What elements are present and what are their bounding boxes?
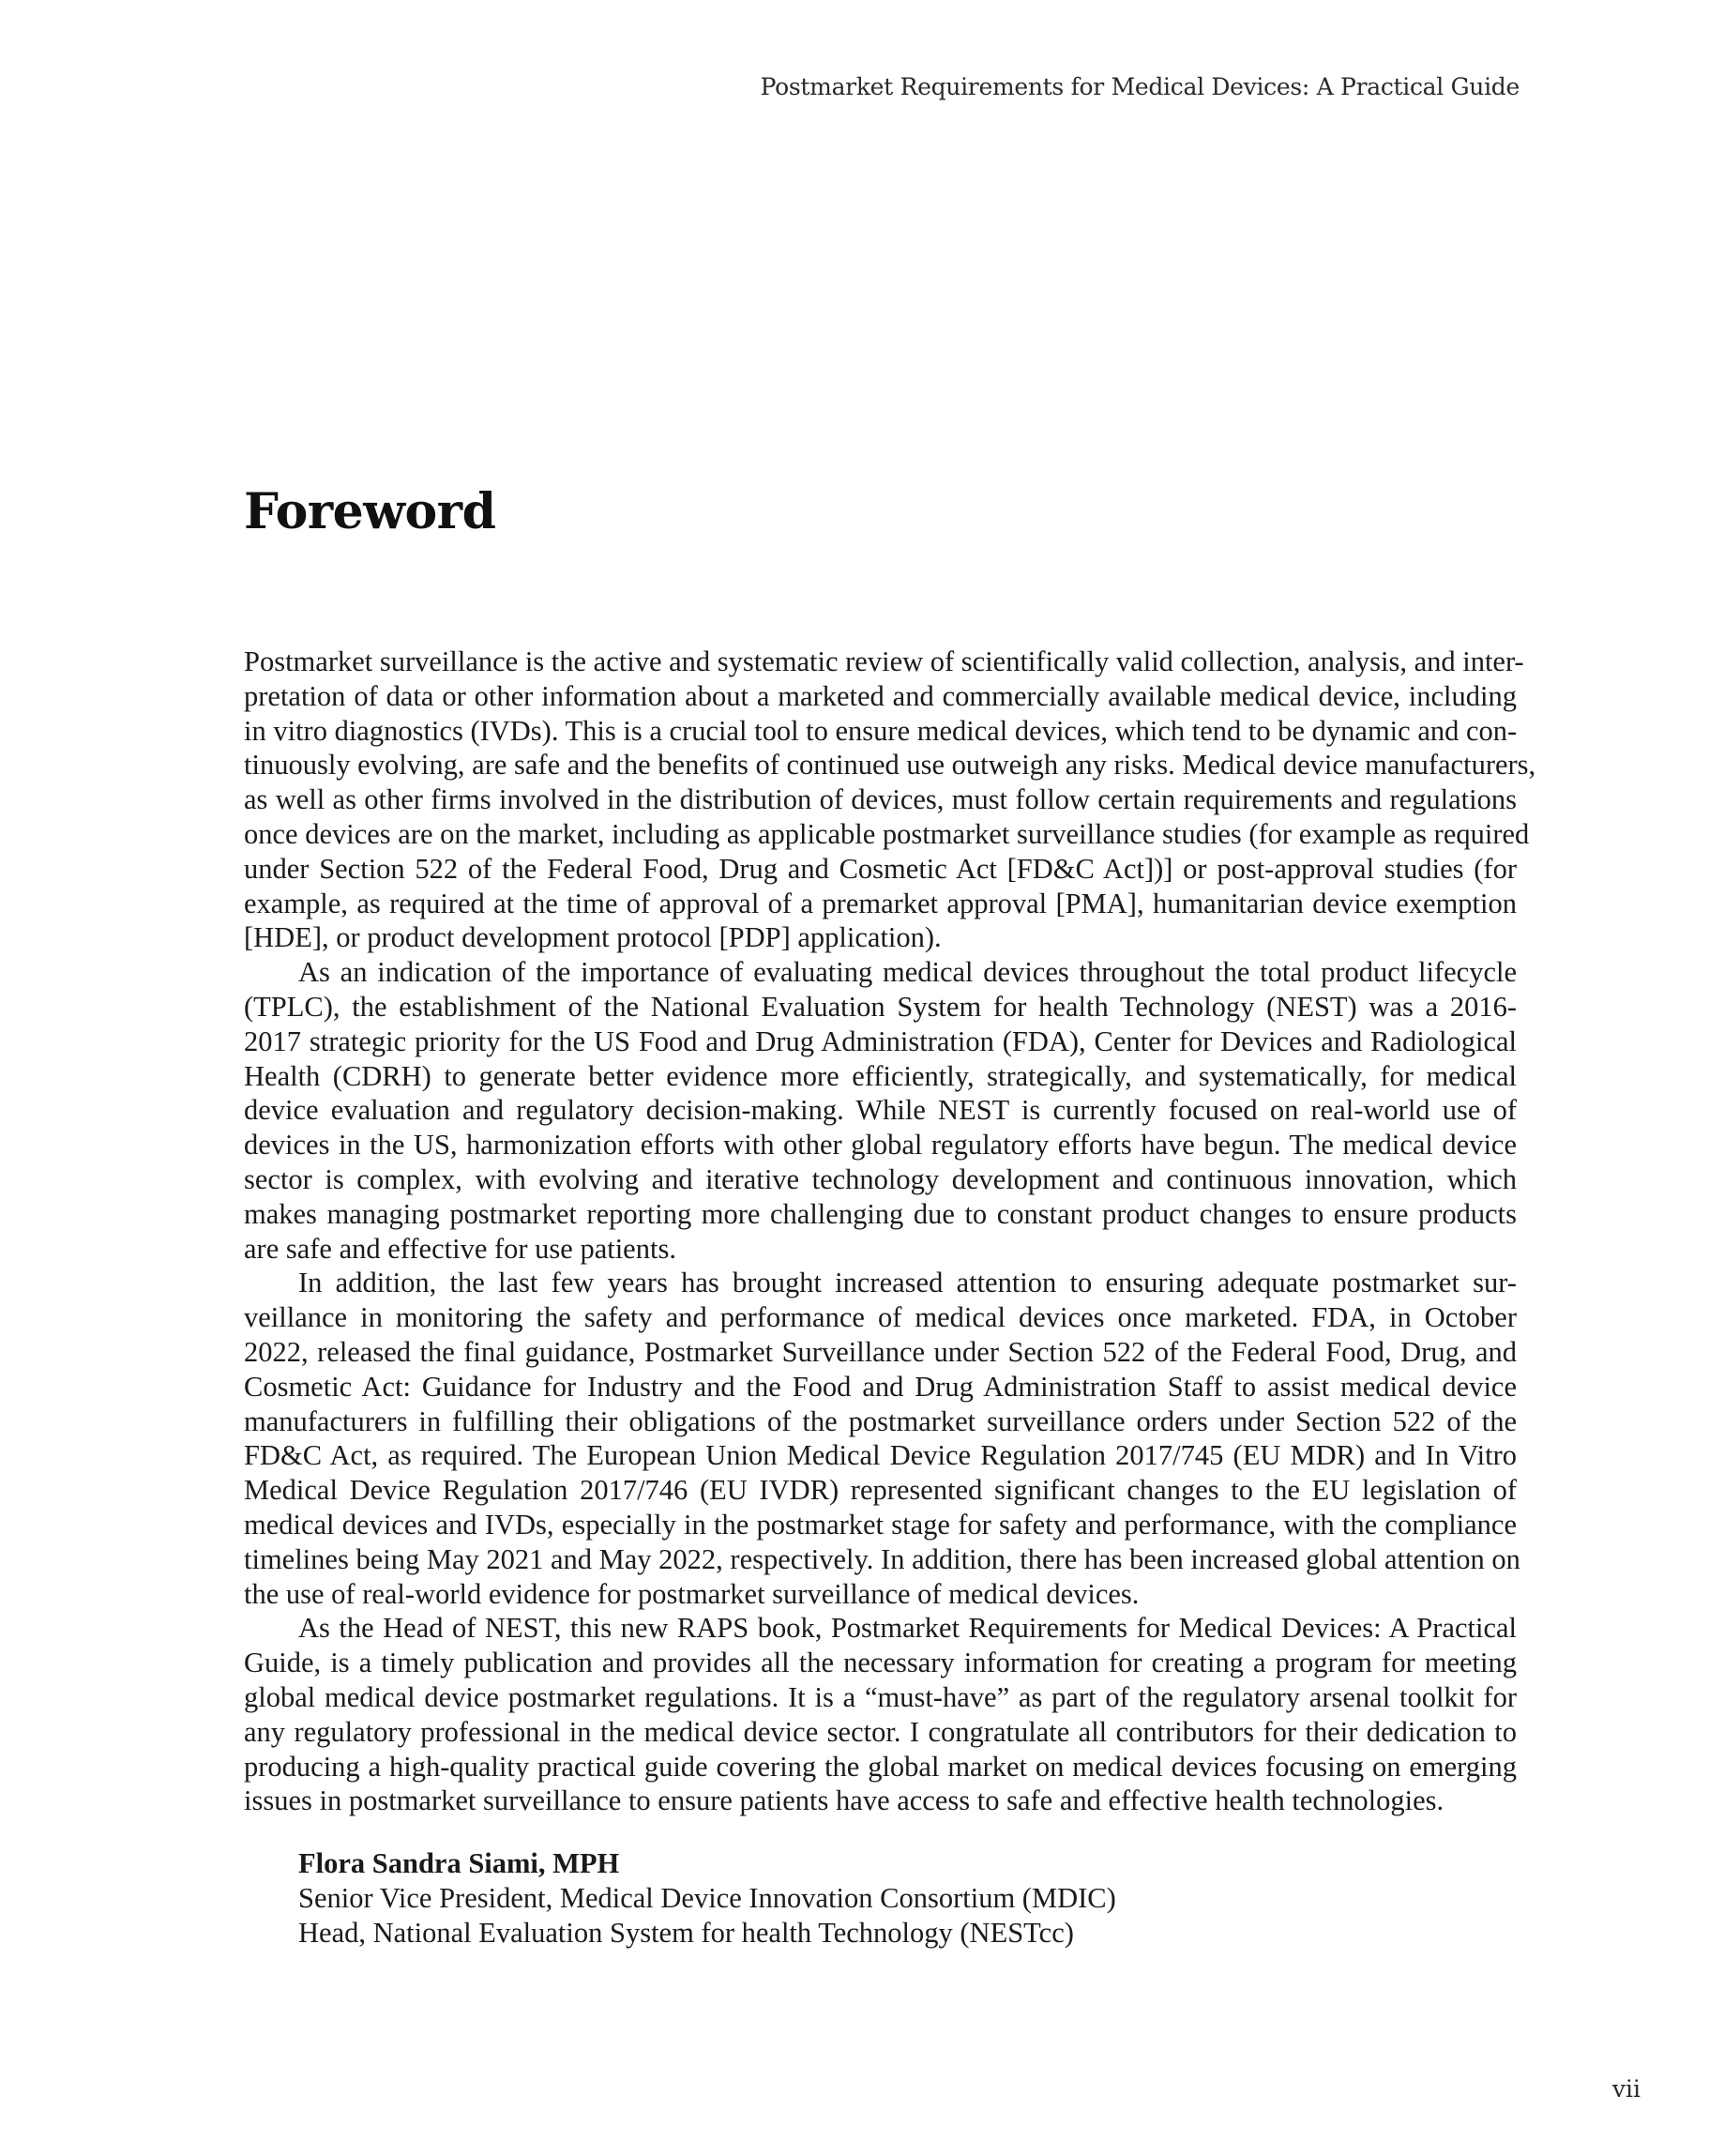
- paragraph-line: device evaluation and regulatory decision-making. While NEST is currently focused on real-world use of: [244, 1094, 1517, 1127]
- paragraph-line: 2017 strategic priority for the US Food and Drug Administration (FDA), Center for Devices and Radiological: [244, 1025, 1517, 1057]
- paragraph-line: (TPLC), the establishment of the National Evaluation System for health Technology (NEST) was a 2016-: [244, 990, 1517, 1023]
- paragraph-line: issues in postmarket surveillance to ensure patients have access to safe and effective health technologies.: [244, 1784, 1444, 1817]
- paragraph-line: global medical device postmarket regulations. It is a “must-have” as part of the regulatory arsenal toolkit for: [244, 1680, 1517, 1713]
- paragraph-line: pretation of data or other information about a marketed and commercially available medical device, including: [244, 679, 1517, 712]
- page-number: vii: [1611, 2075, 1641, 2103]
- paragraph-line: makes managing postmarket reporting more challenging due to constant product changes to ensure products: [244, 1197, 1517, 1230]
- paragraph: [244, 955, 1517, 1266]
- paragraph-line: as well as other firms involved in the distribution of devices, must follow certain requirements and regulations: [244, 783, 1517, 816]
- paragraph-line: FD&C Act, as required. The European Union Medical Device Regulation 2017/745 (EU MDR) and In Vitro: [244, 1439, 1517, 1472]
- paragraph: [244, 1611, 1517, 1818]
- paragraph-line: medical devices and IVDs, especially in the postmarket stage for safety and performance, with the compliance: [244, 1508, 1517, 1541]
- paragraph-line: devices in the US, harmonization efforts with other global regulatory efforts have begun. The medical device: [244, 1129, 1517, 1162]
- paragraph-line: As the Head of NEST, this new RAPS book, Postmarket Requirements for Medical Devices: A Practical: [298, 1612, 1517, 1645]
- paragraph-line: sector is complex, with evolving and iterative technology development and continuous innovation, which: [244, 1162, 1517, 1195]
- paragraph-line: tinuously evolving, are safe and the benefits of continued use outweigh any risks. Medical device manufacturers,: [244, 749, 1536, 782]
- paragraph-line: veillance in monitoring the safety and performance of medical devices once marketed. FDA, in October: [244, 1301, 1517, 1334]
- author-role: Head, National Evaluation System for health Technology (NESTcc): [298, 1916, 1074, 1949]
- paragraph: [244, 645, 1536, 955]
- paragraph-line: any regulatory professional in the medical device sector. I congratulate all contributors for their dedication to: [244, 1715, 1517, 1748]
- paragraph-line: Postmarket surveillance is the active and systematic review of scientifically valid collection, analysis, and inter-: [244, 645, 1524, 677]
- paragraph-line: manufacturers in fulfilling their obligations of the postmarket surveillance orders under Section 522 of the: [244, 1404, 1517, 1437]
- paragraph-line: example, as required at the time of approval of a premarket approval [PMA], humanitarian device exemption: [244, 887, 1517, 919]
- foreword-body: [244, 645, 1536, 1818]
- paragraph-line: Guide, is a timely publication and provides all the necessary information for creating a program for meeting: [244, 1647, 1517, 1679]
- paragraph: [244, 1266, 1520, 1611]
- running-header: Postmarket Requirements for Medical Devices: A Practical Guide: [760, 73, 1520, 100]
- paragraph-line: In addition, the last few years has brought increased attention to ensuring adequate postmarket sur-: [298, 1267, 1517, 1299]
- paragraph-line: Health (CDRH) to generate better evidence more efficiently, strategically, and systematically, for medical: [244, 1059, 1517, 1092]
- paragraph-line: Cosmetic Act: Guidance for Industry and the Food and Drug Administration Staff to assist medical device: [244, 1370, 1517, 1403]
- paragraph-line: producing a high-quality practical guide covering the global market on medical devices focusing on emerging: [244, 1750, 1517, 1783]
- paragraph-line: 2022, released the final guidance, Postmarket Surveillance under Section 522 of the Federal Food, Drug, and: [244, 1335, 1517, 1368]
- paragraph-line: once devices are on the market, including as applicable postmarket surveillance studies (for example as required: [244, 817, 1530, 850]
- author-name: Flora Sandra Siami, MPH: [298, 1847, 620, 1879]
- page-title: Foreword: [244, 483, 496, 540]
- signature-block: [298, 1846, 1116, 1950]
- paragraph-line: Medical Device Regulation 2017/746 (EU IVDR) represented significant changes to the EU legislation of: [244, 1474, 1517, 1507]
- paragraph-line: [HDE], or product development protocol [PDP] application).: [244, 921, 942, 954]
- paragraph-line: As an indication of the importance of evaluating medical devices throughout the total product lifecycle: [298, 956, 1517, 989]
- paragraph-line: under Section 522 of the Federal Food, Drug and Cosmetic Act [FD&C Act])] or post-approval studies (for: [244, 852, 1517, 885]
- paragraph-line: in vitro diagnostics (IVDs). This is a crucial tool to ensure medical devices, which tend to be dynamic and con-: [244, 714, 1518, 747]
- paragraph-line: are safe and effective for use patients.: [244, 1232, 676, 1265]
- paragraph-line: timelines being May 2021 and May 2022, respectively. In addition, there has been increased global attention on: [244, 1542, 1520, 1575]
- paragraph-line: the use of real-world evidence for postmarket surveillance of medical devices.: [244, 1577, 1140, 1610]
- author-role: Senior Vice President, Medical Device Innovation Consortium (MDIC): [298, 1881, 1116, 1914]
